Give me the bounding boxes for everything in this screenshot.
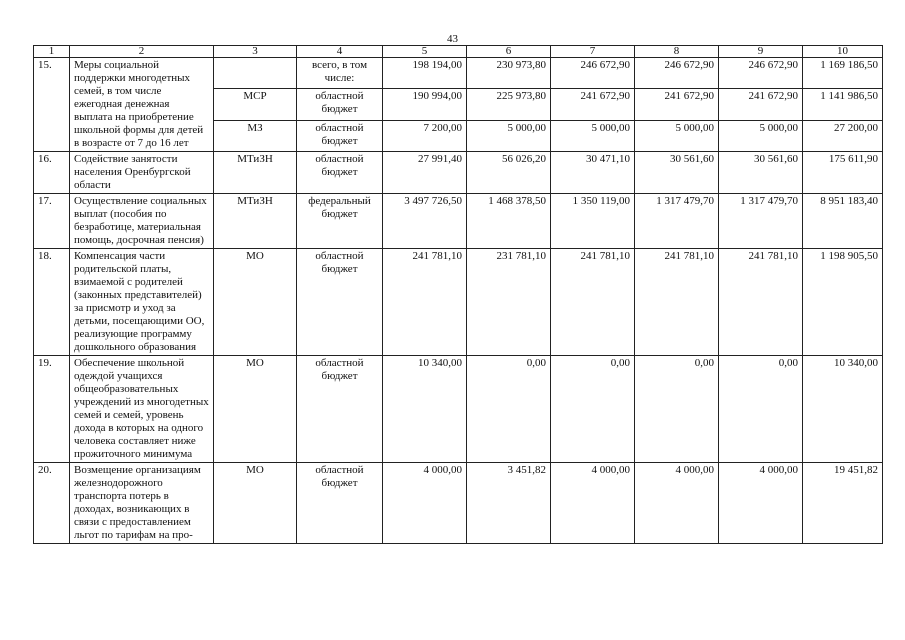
value-cell: 4 000,00 bbox=[719, 463, 803, 544]
funding-source: областной бюджет bbox=[297, 463, 383, 544]
value-cell: 4 000,00 bbox=[551, 463, 635, 544]
funding-source: областной бюджет bbox=[297, 120, 383, 151]
value-cell: 30 561,60 bbox=[719, 152, 803, 194]
value-cell: 0,00 bbox=[551, 356, 635, 463]
executor: МЗ bbox=[214, 120, 297, 151]
column-header: 6 bbox=[467, 46, 551, 58]
value-cell: 241 781,10 bbox=[635, 249, 719, 356]
value-cell: 30 561,60 bbox=[635, 152, 719, 194]
column-header: 10 bbox=[803, 46, 883, 58]
table-row bbox=[34, 249, 883, 356]
value-cell: 10 340,00 bbox=[383, 356, 467, 463]
funding-source: областной бюджет bbox=[297, 152, 383, 194]
total-cell: 175 611,90 bbox=[803, 152, 883, 194]
measure-name: Компенсация части родительской платы, взимаемой с родителей (законных представителей) за присмотр и уход за детьми, посещающими ОО, реализующие программу дошкольного образования bbox=[70, 249, 214, 356]
funding-source: областной бюджет bbox=[297, 89, 383, 120]
value-cell: 198 194,00 bbox=[383, 58, 467, 89]
column-header: 3 bbox=[214, 46, 297, 58]
value-cell: 1 317 479,70 bbox=[719, 194, 803, 249]
value-cell: 27 991,40 bbox=[383, 152, 467, 194]
value-cell: 225 973,80 bbox=[467, 89, 551, 120]
value-cell: 7 200,00 bbox=[383, 120, 467, 151]
measure-name: Возмещение организациям железнодорожного транспорта потерь в доходах, возникающих в связи с предоставлением льгот по тарифам на про- bbox=[70, 463, 214, 544]
value-cell: 4 000,00 bbox=[383, 463, 467, 544]
value-cell: 30 471,10 bbox=[551, 152, 635, 194]
value-cell: 241 672,90 bbox=[551, 89, 635, 120]
row-number: 16. bbox=[34, 152, 70, 194]
total-cell: 1 198 905,50 bbox=[803, 249, 883, 356]
value-cell: 56 026,20 bbox=[467, 152, 551, 194]
table-row bbox=[34, 152, 883, 194]
value-cell: 246 672,90 bbox=[551, 58, 635, 89]
value-cell: 0,00 bbox=[635, 356, 719, 463]
total-cell: 1 141 986,50 bbox=[803, 89, 883, 120]
executor: МО bbox=[214, 249, 297, 356]
funding-source: всего, в том числе: bbox=[297, 58, 383, 89]
table-row bbox=[34, 356, 883, 463]
value-cell: 241 781,10 bbox=[551, 249, 635, 356]
value-cell: 246 672,90 bbox=[635, 58, 719, 89]
measure-name: Меры социальной поддержки многодетных семей, в том числе ежегодная денежная выплата на приобретение школьной формы для детей в возрасте от 7 до 16 лет bbox=[70, 58, 214, 152]
value-cell: 1 317 479,70 bbox=[635, 194, 719, 249]
column-header: 2 bbox=[70, 46, 214, 58]
value-cell: 0,00 bbox=[719, 356, 803, 463]
executor: МСР bbox=[214, 89, 297, 120]
value-cell: 3 451,82 bbox=[467, 463, 551, 544]
column-header: 7 bbox=[551, 46, 635, 58]
value-cell: 230 973,80 bbox=[467, 58, 551, 89]
measure-name: Обеспечение школьной одеждой учащихся общеобразовательных учреждений из многодетных семей и семей, уровень дохода в которых на одного человека составляет ниже прожиточного минимума bbox=[70, 356, 214, 463]
column-header: 1 bbox=[34, 46, 70, 58]
value-cell: 5 000,00 bbox=[635, 120, 719, 151]
measure-name: Содействие занятости населения Оренбургской области bbox=[70, 152, 214, 194]
executor: МТиЗН bbox=[214, 152, 297, 194]
value-cell: 1 468 378,50 bbox=[467, 194, 551, 249]
executor: МО bbox=[214, 463, 297, 544]
table-row bbox=[34, 463, 883, 544]
row-number: 19. bbox=[34, 356, 70, 463]
value-cell: 5 000,00 bbox=[551, 120, 635, 151]
total-cell: 27 200,00 bbox=[803, 120, 883, 151]
value-cell: 5 000,00 bbox=[719, 120, 803, 151]
page-cutoff bbox=[0, 595, 905, 640]
total-cell: 8 951 183,40 bbox=[803, 194, 883, 249]
value-cell: 190 994,00 bbox=[383, 89, 467, 120]
total-cell: 1 169 186,50 bbox=[803, 58, 883, 89]
value-cell: 3 497 726,50 bbox=[383, 194, 467, 249]
page-number: 43 bbox=[447, 33, 458, 45]
column-header: 5 bbox=[383, 46, 467, 58]
executor bbox=[214, 58, 297, 89]
row-number: 15. bbox=[34, 58, 70, 152]
column-number-row bbox=[34, 46, 883, 58]
total-cell: 19 451,82 bbox=[803, 463, 883, 544]
table-row bbox=[34, 58, 883, 89]
funding-source: федеральный бюджет bbox=[297, 194, 383, 249]
value-cell: 0,00 bbox=[467, 356, 551, 463]
row-number: 20. bbox=[34, 463, 70, 544]
value-cell: 241 781,10 bbox=[383, 249, 467, 356]
column-header: 8 bbox=[635, 46, 719, 58]
measure-name: Осуществление социальных выплат (пособия по безработице, материальная помощь, досрочная пенсия) bbox=[70, 194, 214, 249]
total-cell: 10 340,00 bbox=[803, 356, 883, 463]
value-cell: 241 672,90 bbox=[635, 89, 719, 120]
value-cell: 241 781,10 bbox=[719, 249, 803, 356]
funding-source: областной бюджет bbox=[297, 249, 383, 356]
value-cell: 241 672,90 bbox=[719, 89, 803, 120]
executor: МТиЗН bbox=[214, 194, 297, 249]
funding-source: областной бюджет bbox=[297, 356, 383, 463]
value-cell: 231 781,10 bbox=[467, 249, 551, 356]
budget-table bbox=[33, 45, 883, 544]
value-cell: 1 350 119,00 bbox=[551, 194, 635, 249]
table-row bbox=[34, 194, 883, 249]
row-number: 18. bbox=[34, 249, 70, 356]
column-header: 9 bbox=[719, 46, 803, 58]
executor: МО bbox=[214, 356, 297, 463]
value-cell: 246 672,90 bbox=[719, 58, 803, 89]
value-cell: 4 000,00 bbox=[635, 463, 719, 544]
row-number: 17. bbox=[34, 194, 70, 249]
column-header: 4 bbox=[297, 46, 383, 58]
value-cell: 5 000,00 bbox=[467, 120, 551, 151]
